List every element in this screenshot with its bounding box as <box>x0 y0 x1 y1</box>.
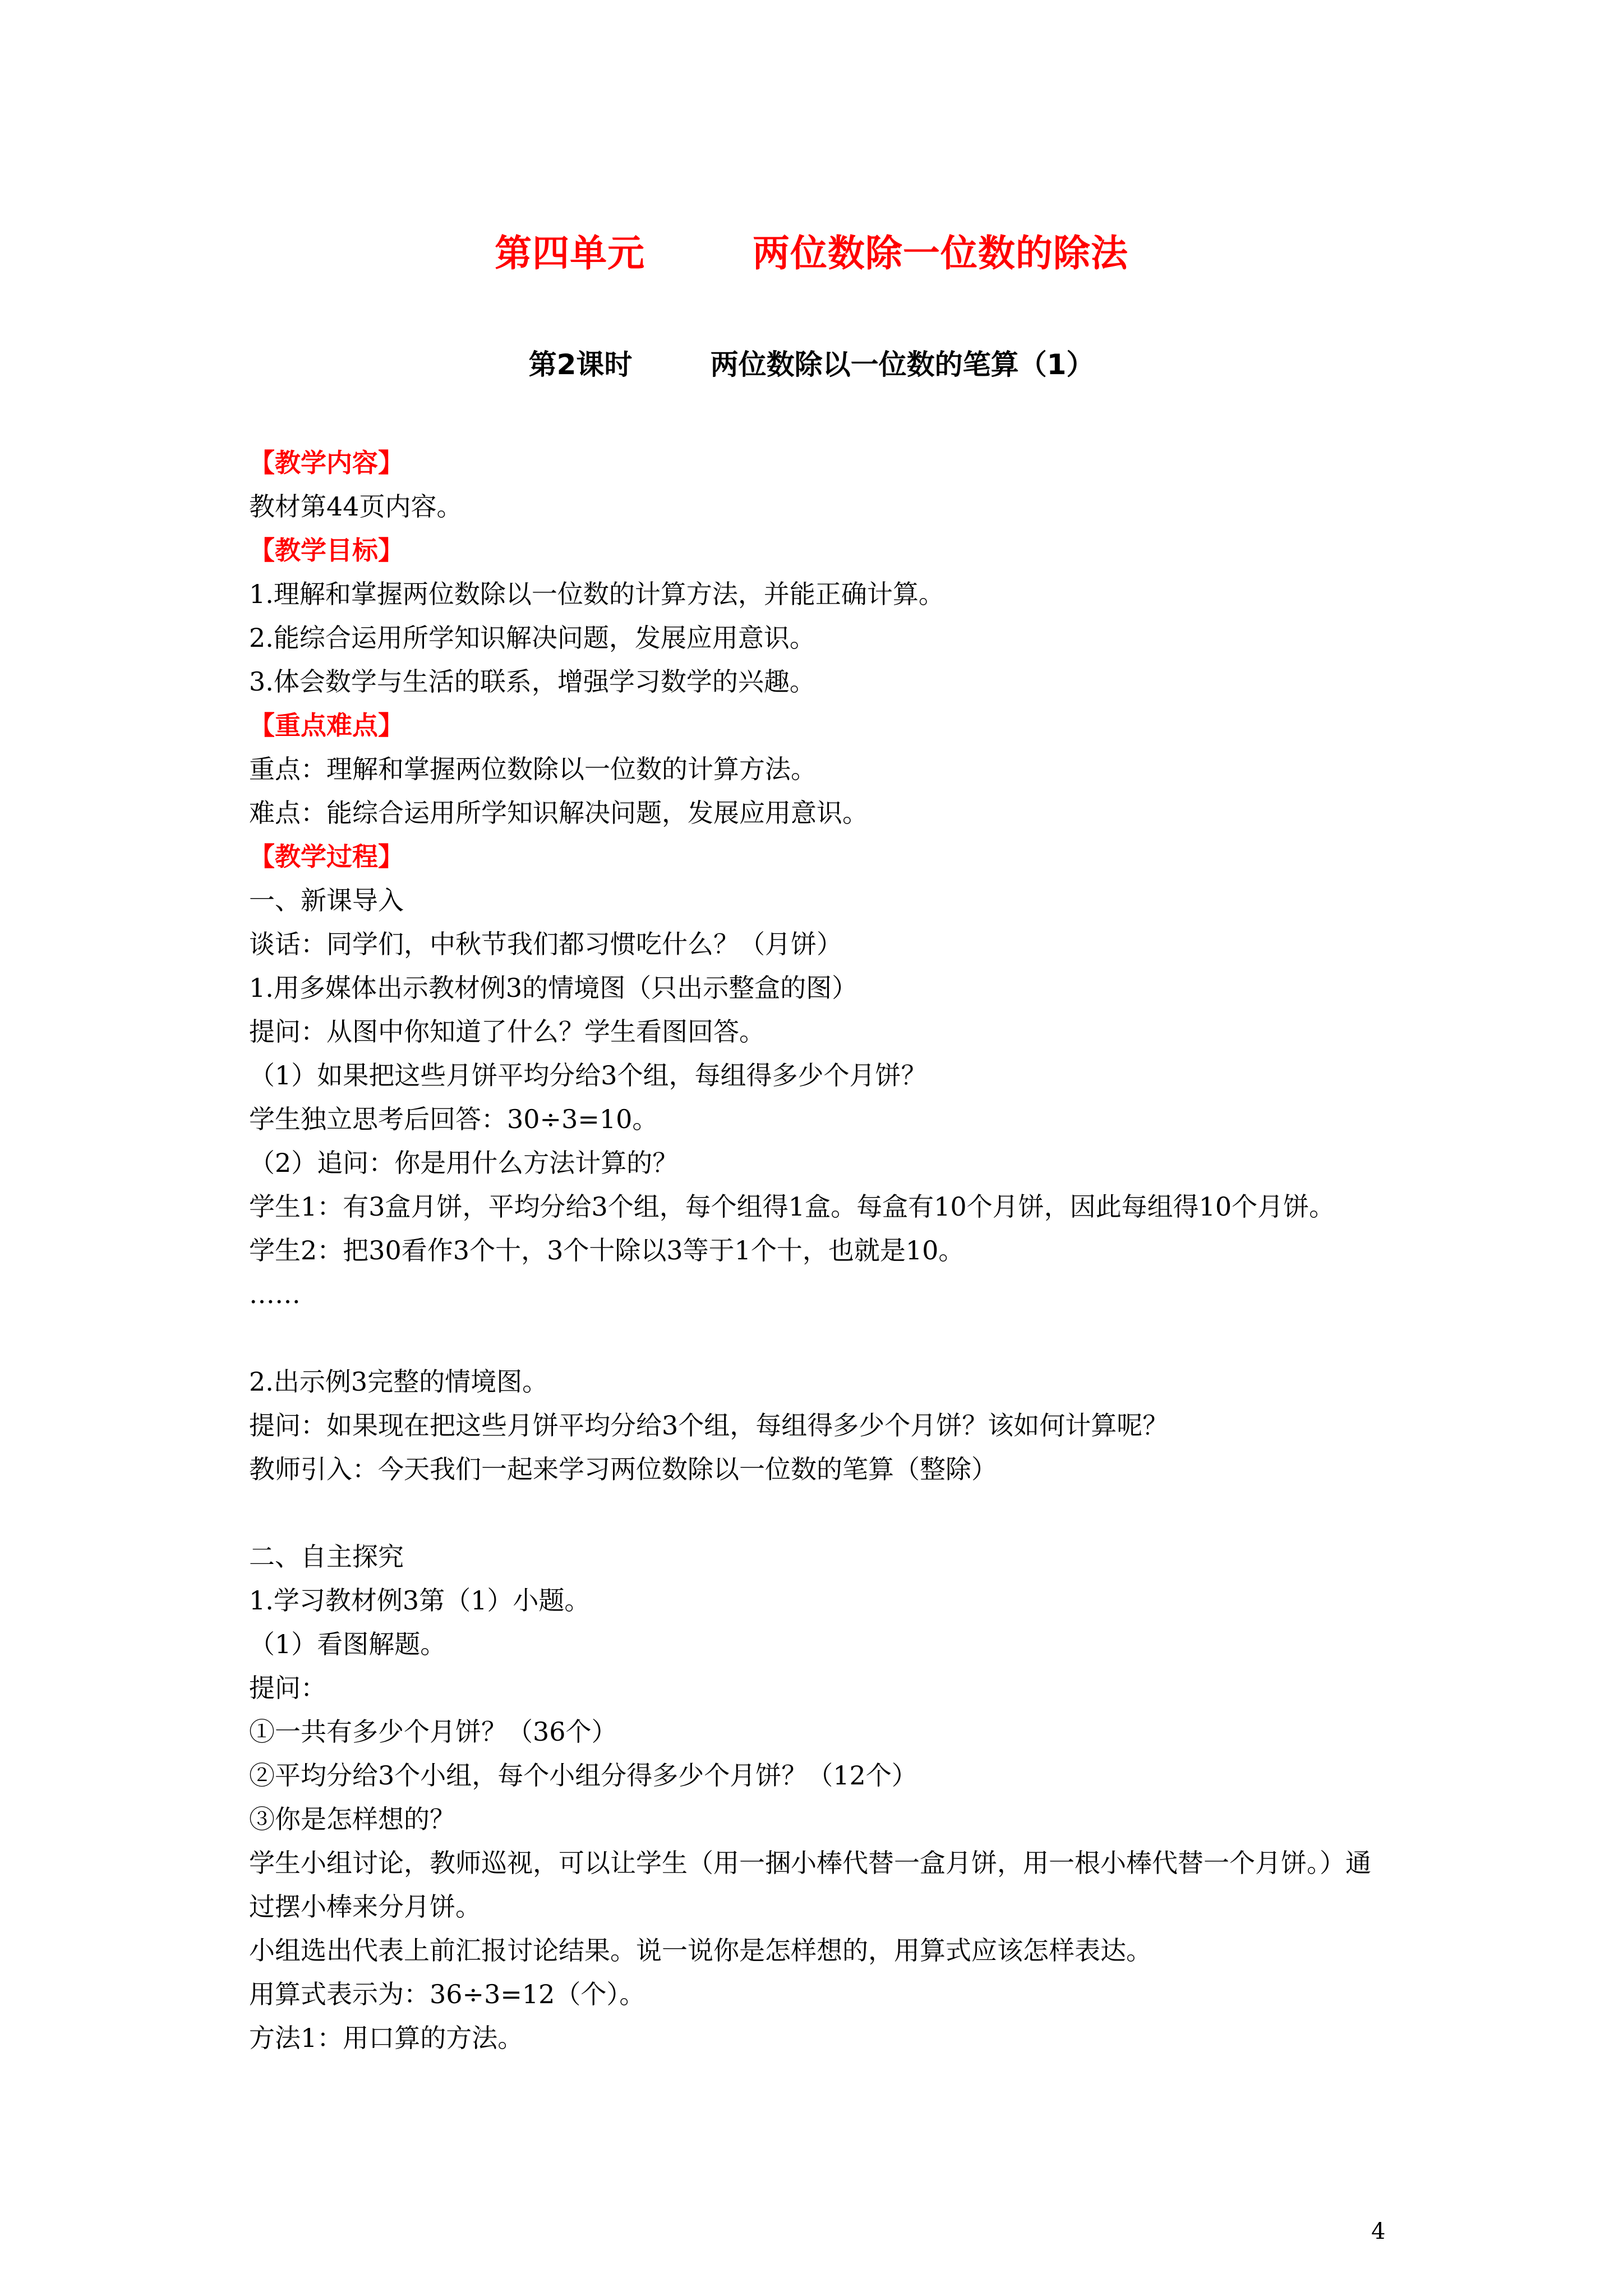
process-line: （2）追问：你是用什么方法计算的？ <box>249 1148 679 1178</box>
process-line: ①一共有多少个月饼？（36个） <box>249 1717 617 1747</box>
process-line: 2.出示例3完整的情境图。 <box>249 1366 548 1397</box>
section-heading-key-points: 【重点难点】 <box>249 710 404 740</box>
ellipsis: …… <box>249 1279 301 1309</box>
unit-title: 第四单元 两位数除一位数的除法 <box>495 232 1128 275</box>
process-line: 1.学习教材例3第（1）小题。 <box>249 1585 591 1616</box>
blank-line <box>249 1316 1393 1360</box>
goal-item: 1.理解和掌握两位数除以一位数的计算方法，并能正确计算。 <box>249 579 944 609</box>
process-line: 教师引入：今天我们一起来学习两位数除以一位数的笔算（整除） <box>249 1454 997 1484</box>
process-line: 提问： <box>249 1673 326 1703</box>
process-line: 小组选出代表上前汇报讨论结果。说一说你是怎样想的，用算式应该怎样表达。 <box>249 1935 1152 1966</box>
process-line: （1）如果把这些月饼平均分给3个组，每组得多少个月饼？ <box>249 1060 927 1091</box>
process-line: ②平均分给3个小组，每个小组分得多少个月饼？（12个） <box>249 1760 917 1791</box>
process-line: 用算式表示为：36÷3=12（个）。 <box>249 1979 645 2009</box>
goal-item: 2.能综合运用所学知识解决问题，发展应用意识。 <box>249 623 815 653</box>
process-line: （1）看图解题。 <box>249 1629 446 1659</box>
page-number: 4 <box>1371 2219 1386 2244</box>
section-heading-content: 【教学内容】 <box>249 448 404 478</box>
process-line: 一、新课导入 <box>249 885 404 915</box>
section-heading-process: 【教学过程】 <box>249 841 404 872</box>
process-line: 学生独立思考后回答：30÷3=10。 <box>249 1104 658 1134</box>
content-text: 教材第44页内容。 <box>249 491 463 522</box>
process-line: 1.用多媒体出示教材例3的情境图（只出示整盒的图） <box>249 973 858 1003</box>
goal-item: 3.体会数学与生活的联系，增强学习数学的兴趣。 <box>249 666 815 697</box>
lesson-title: 第2课时 两位数除以一位数的笔算（1） <box>528 348 1095 381</box>
key-point: 重点：理解和掌握两位数除以一位数的计算方法。 <box>249 754 817 784</box>
blank-line <box>249 1491 1393 1535</box>
process-line: 提问：从图中你知道了什么？学生看图回答。 <box>249 1016 765 1047</box>
process-line: 学生1：有3盒月饼，平均分给3个组，每个组得1盒。每盒有10个月饼，因此每组得10个月饼。 <box>249 1191 1335 1222</box>
key-point: 难点：能综合运用所学知识解决问题，发展应用意识。 <box>249 798 868 828</box>
document-body <box>249 441 1393 2060</box>
process-line: 学生2：把30看作3个十，3个十除以3等于1个十，也就是10。 <box>249 1235 965 1266</box>
process-line: 提问：如果现在把这些月饼平均分给3个组，每组得多少个月饼？该如何计算呢？ <box>249 1410 1169 1441</box>
process-line: 学生小组讨论，教师巡视，可以让学生（用一捆小棒代替一盒月饼，用一根小棒代替一个月饼。）通过摆小棒来分月饼。 <box>249 1848 1371 1922</box>
process-line: 谈话：同学们，中秋节我们都习惯吃什么？（月饼） <box>249 929 842 959</box>
process-line: 二、自主探究 <box>249 1542 404 1572</box>
process-line: 方法1：用口算的方法。 <box>249 2023 524 2053</box>
section-heading-goals: 【教学目标】 <box>249 535 404 565</box>
process-line: ③你是怎样想的？ <box>249 1804 455 1834</box>
